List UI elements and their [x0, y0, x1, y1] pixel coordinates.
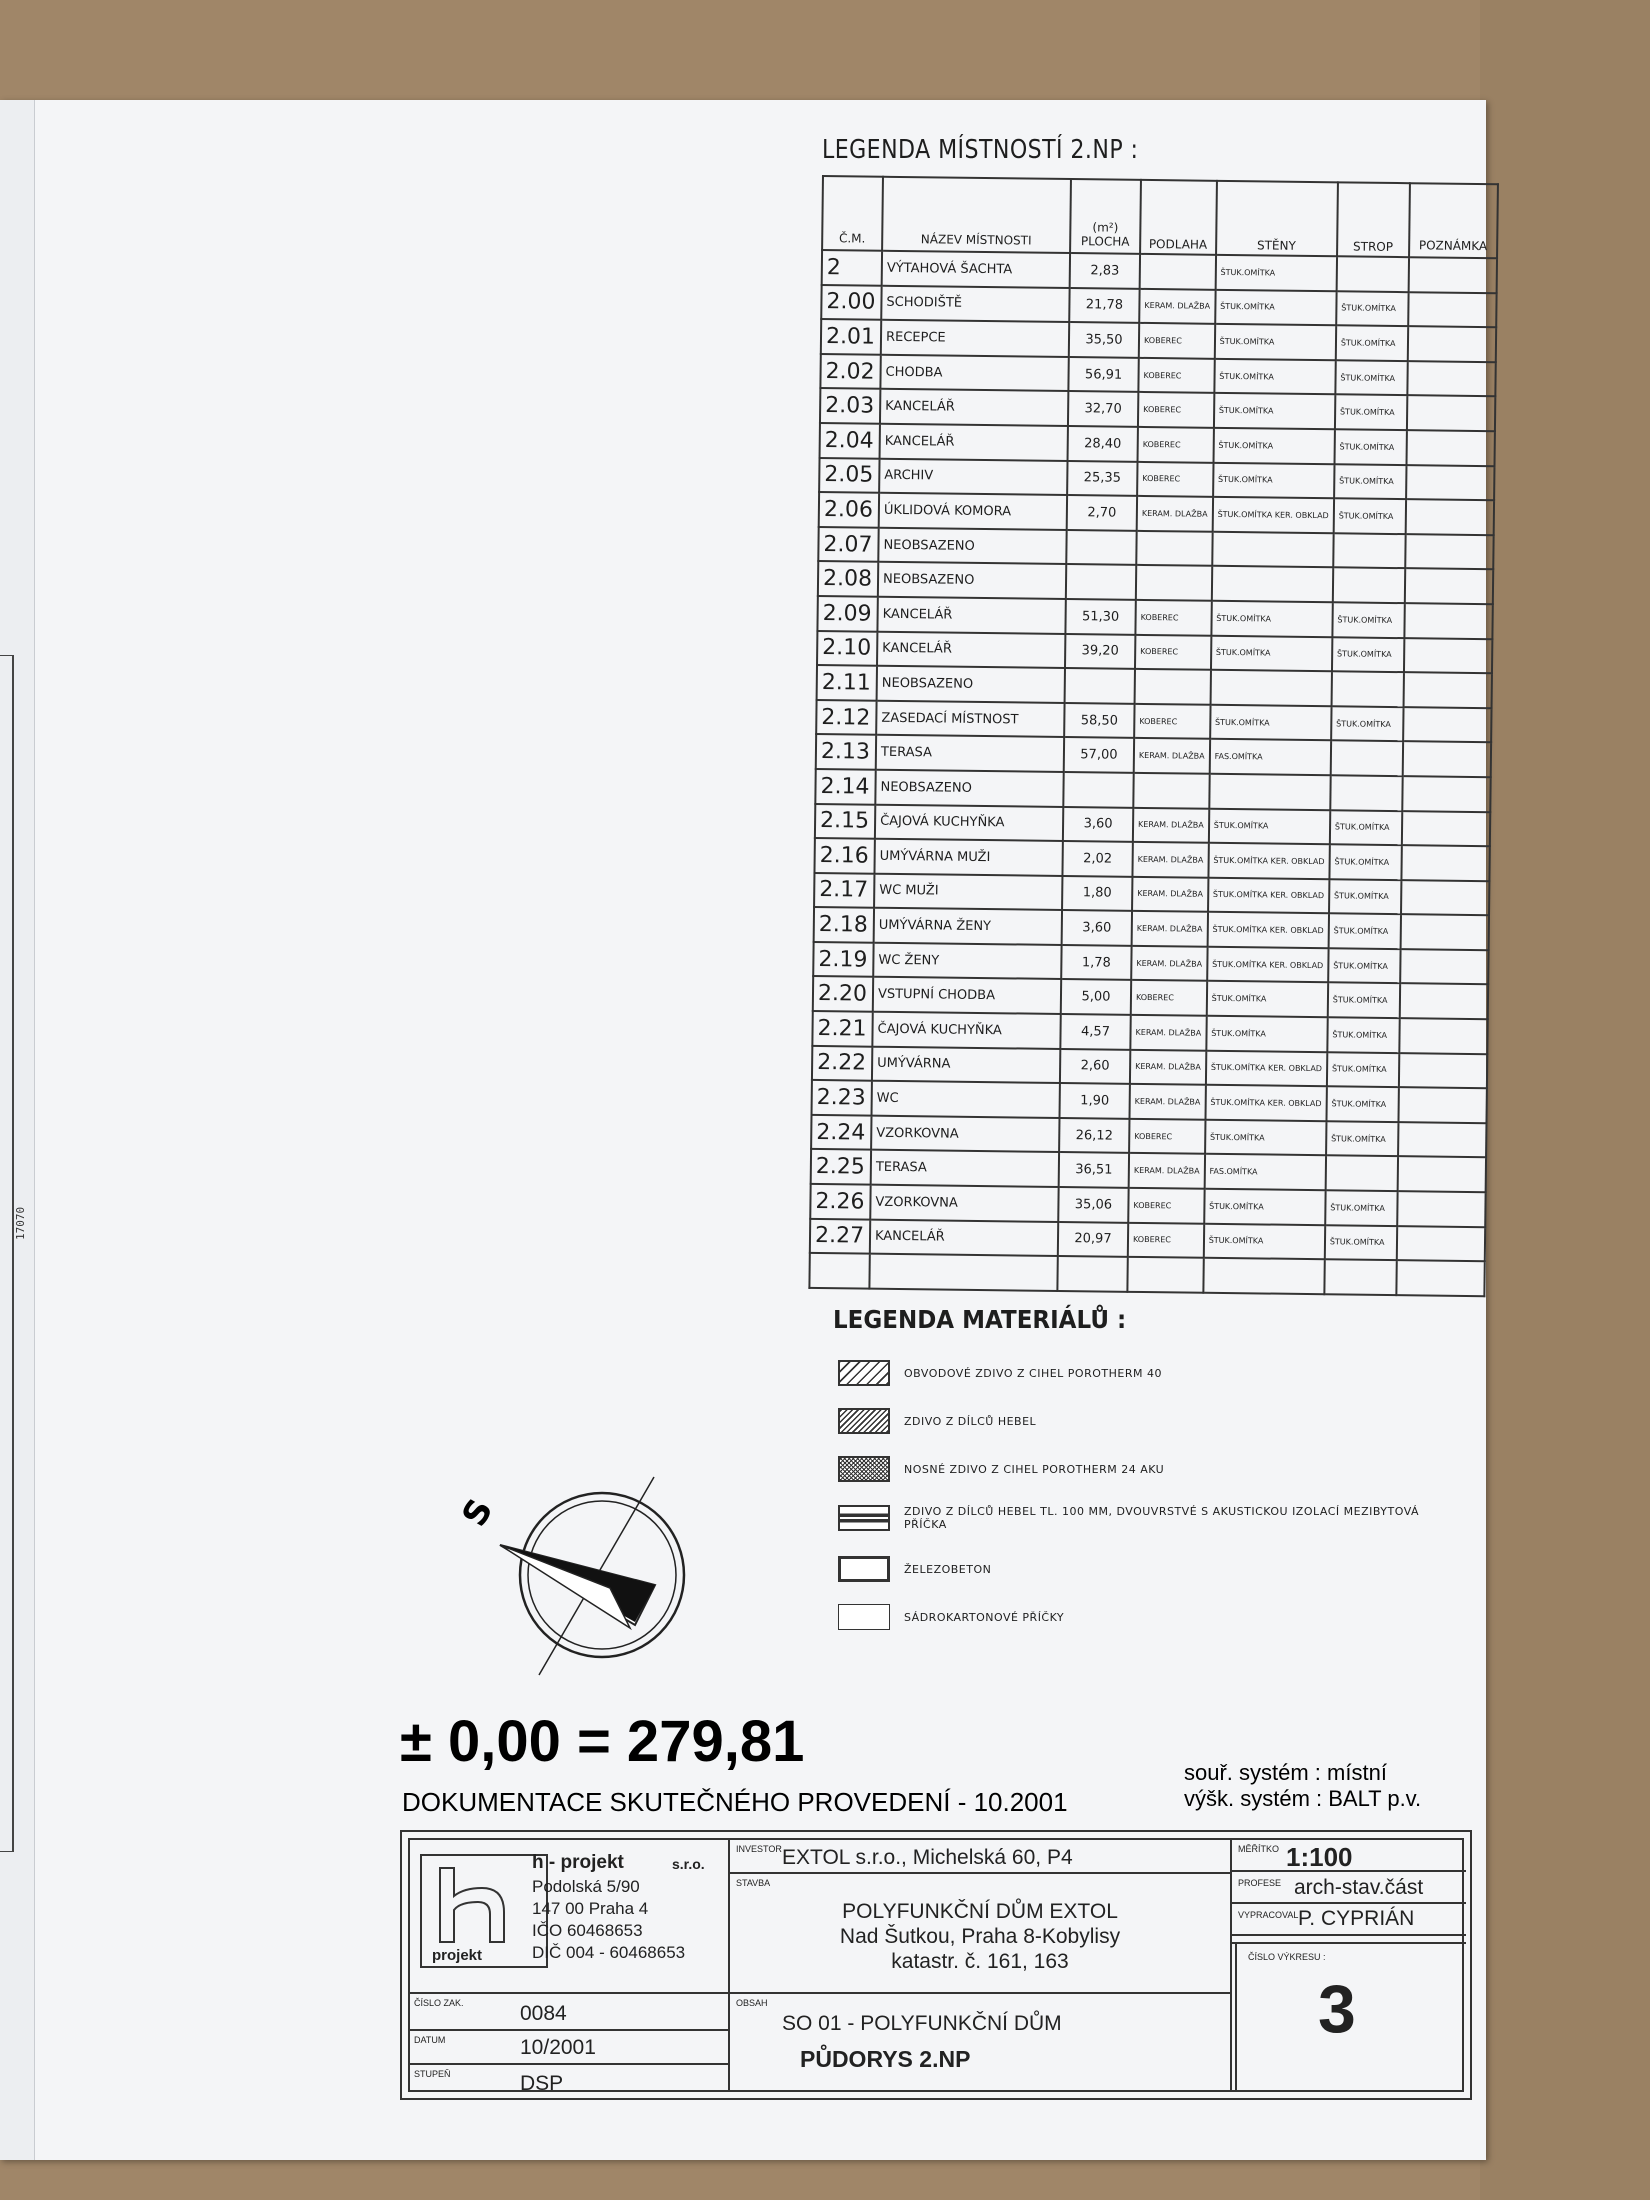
room-name: NEOBSAZENO [878, 562, 1066, 599]
company-street: Podolská 5/90 [532, 1877, 640, 1896]
room-name: ČAJOVÁ KUCHYŇKA [872, 1012, 1060, 1049]
room-ceiling: ŠTUK.OMÍTKA [1329, 844, 1401, 879]
room-floor: KERAM. DLAŽBA [1139, 288, 1215, 324]
material-label: ŽELEZOBETON [904, 1562, 992, 1576]
room-area [1066, 530, 1136, 565]
room-ceiling [1333, 533, 1405, 568]
room-area: 51,30 [1065, 599, 1135, 634]
room-walls: ŠTUK.OMÍTKA [1213, 428, 1335, 464]
room-name: KANCELÁŘ [877, 597, 1065, 634]
room-floor: KOBEREC [1135, 634, 1211, 670]
room-walls: FAS.OMÍTKA [1209, 739, 1331, 775]
room-floor: KERAM. DLAŽBA [1130, 1015, 1206, 1051]
room-floor: KOBEREC [1138, 427, 1214, 463]
room-ceiling: ŠTUK.OMÍTKA [1326, 1086, 1398, 1121]
material-swatch-icon [838, 1505, 890, 1531]
room-ceiling [1333, 568, 1405, 603]
room-floor: KOBEREC [1129, 1119, 1205, 1155]
room-walls: ŠTUK.OMÍTKA KER. OBKLAD [1205, 1085, 1327, 1121]
room-walls [1210, 670, 1332, 706]
room-floor: KERAM. DLAŽBA [1132, 877, 1208, 913]
room-area: 39,20 [1065, 634, 1135, 669]
room-walls: ŠTUK.OMÍTKA [1215, 289, 1337, 325]
room-area: 1,78 [1061, 945, 1131, 980]
room-area: 28,40 [1068, 426, 1138, 461]
room-walls: ŠTUK.OMÍTKA [1211, 601, 1333, 637]
room-ceiling [1336, 256, 1408, 291]
room-walls: ŠTUK.OMÍTKA KER. OBKLAD [1212, 497, 1334, 533]
room-legend-title: LEGENDA MÍSTNOSTÍ 2.NP : [822, 135, 1139, 165]
room-area: 3,60 [1063, 806, 1133, 841]
building-address: Nad Šutkou, Praha 8-Kobylisy [839, 1925, 1121, 1948]
room-number: 2.06 [819, 492, 879, 527]
room-note [1404, 638, 1492, 674]
room-note [1408, 326, 1496, 362]
room-floor: KERAM. DLAŽBA [1129, 1084, 1205, 1120]
room-note [1398, 1087, 1486, 1123]
room-walls: ŠTUK.OMÍTKA KER. OBKLAD [1207, 947, 1329, 983]
elevation-reference: ± 0,00 = 279,81 [400, 1709, 805, 1774]
room-name: ČAJOVÁ KUCHYŇKA [875, 804, 1063, 841]
room-legend-table [808, 175, 1498, 1297]
room-area: 25,35 [1067, 461, 1137, 496]
room-area: 2,70 [1067, 495, 1137, 530]
room-ceiling: ŠTUK.OMÍTKA [1332, 602, 1404, 637]
room-ceiling: ŠTUK.OMÍTKA [1327, 1052, 1399, 1087]
room-number: 2.13 [816, 734, 876, 769]
room-walls: ŠTUK.OMÍTKA KER. OBKLAD [1207, 912, 1329, 948]
order-number: 0084 [520, 2002, 567, 2025]
room-ceiling: ŠTUK.OMÍTKA [1330, 810, 1402, 845]
room-note [1405, 568, 1493, 604]
room-note [1397, 1191, 1485, 1227]
scale-value: 1:100 [1286, 1842, 1353, 1872]
material-item [838, 1408, 1036, 1434]
room-walls: ŠTUK.OMÍTKA [1205, 1120, 1327, 1156]
room-name: WC ŽENY [873, 943, 1061, 980]
material-swatch-icon [838, 1408, 890, 1434]
room-ceiling [1324, 1259, 1396, 1294]
room-area [1066, 564, 1136, 599]
logo-text: projekt [432, 1947, 483, 1964]
room-area: 35,50 [1069, 322, 1139, 357]
room-note [1407, 361, 1495, 397]
title-block [400, 1830, 1472, 2100]
room-name: CHODBA [880, 355, 1068, 392]
room-note [1399, 1053, 1487, 1089]
room-floor [1135, 669, 1211, 705]
room-ceiling: ŠTUK.OMÍTKA [1335, 395, 1407, 430]
room-note [1398, 1122, 1486, 1158]
room-note [1401, 845, 1489, 881]
room-walls: ŠTUK.OMÍTKA [1214, 393, 1336, 429]
room-area: 32,70 [1068, 391, 1138, 426]
room-name: VZORKOVNA [871, 1116, 1059, 1153]
room-number: 2.25 [811, 1149, 871, 1184]
room-ceiling [1331, 741, 1403, 776]
room-note [1402, 776, 1490, 812]
room-area: 2,83 [1070, 253, 1140, 288]
header-area [1070, 179, 1141, 254]
room-note [1408, 292, 1496, 328]
room-number: 2.14 [815, 769, 875, 804]
room-name: RECEPCE [881, 320, 1069, 357]
material-label: NOSNÉ ZDIVO Z CIHEL POROTHERM 24 AKU [904, 1462, 1165, 1476]
author-value: P. CYPRIÁN [1298, 1907, 1415, 1930]
room-note [1402, 811, 1490, 847]
coord-system-local: souř. systém : místní [1184, 1760, 1387, 1785]
room-area: 58,50 [1064, 703, 1134, 738]
room-ceiling: ŠTUK.OMÍTKA [1328, 983, 1400, 1018]
room-area: 21,78 [1069, 288, 1139, 323]
room-name: VSTUPNÍ CHODBA [873, 977, 1061, 1014]
room-number: 2.11 [817, 665, 877, 700]
room-area: 56,91 [1068, 357, 1138, 392]
stage-value: DSP [520, 2072, 564, 2095]
room-number: 2.05 [819, 458, 879, 493]
room-floor: KOBEREC [1128, 1222, 1204, 1258]
room-ceiling: ŠTUK.OMÍTKA [1334, 429, 1406, 464]
room-number: 2.00 [821, 285, 881, 320]
room-name: TERASA [871, 1150, 1059, 1187]
header-walls: STĚNY [1216, 181, 1338, 256]
profession-value: arch-stav.část [1294, 1876, 1424, 1899]
company-logo-icon [420, 1854, 550, 1970]
room-note [1399, 1018, 1487, 1054]
room-note [1408, 257, 1496, 293]
north-arrow-icon [440, 1460, 700, 1690]
room-walls: ŠTUK.OMÍTKA [1211, 635, 1333, 671]
header-number: Č.M. [822, 176, 883, 251]
material-swatch-icon [838, 1456, 890, 1482]
room-floor: KERAM. DLAŽBA [1132, 842, 1208, 878]
room-ceiling [1330, 775, 1402, 810]
room-number: 2.16 [814, 838, 874, 873]
room-floor: KERAM. DLAŽBA [1130, 1049, 1206, 1085]
room-floor: KOBEREC [1138, 358, 1214, 394]
material-item [838, 1360, 1162, 1386]
table-row [809, 1253, 1484, 1296]
room-number: 2.17 [814, 873, 874, 908]
material-item [838, 1556, 991, 1582]
room-walls: ŠTUK.OMÍTKA [1206, 1016, 1328, 1052]
material-item [838, 1505, 1424, 1531]
room-ceiling: ŠTUK.OMÍTKA [1327, 1017, 1399, 1052]
cardboard-background [1480, 0, 1650, 2200]
room-note [1401, 880, 1489, 916]
room-floor: KOBEREC [1137, 461, 1213, 497]
room-note [1406, 499, 1494, 535]
dimension-line [0, 655, 14, 1852]
room-floor: KERAM. DLAŽBA [1137, 496, 1213, 532]
room-walls [1212, 532, 1334, 568]
company-suffix: s.r.o. [672, 1856, 705, 1872]
room-number: 2.22 [812, 1046, 872, 1081]
company-dic: DIČ 004 - 60468653 [532, 1943, 686, 1962]
room-floor: KERAM. DLAŽBA [1133, 807, 1209, 843]
room-area [1065, 668, 1135, 703]
room-ceiling: ŠTUK.OMÍTKA [1336, 325, 1408, 360]
room-floor [1127, 1257, 1203, 1293]
room-number: 2.07 [818, 527, 878, 562]
room-number: 2.01 [821, 319, 881, 354]
room-note [1400, 984, 1488, 1020]
label-investor: INVESTOR [736, 1844, 782, 1854]
date-value: 10/2001 [520, 2036, 596, 2059]
north-letter: S [454, 1492, 502, 1534]
room-walls: ŠTUK.OMÍTKA [1213, 462, 1335, 498]
room-number: 2.23 [812, 1080, 872, 1115]
room-walls: FAS.OMÍTKA [1204, 1154, 1326, 1190]
label-building: STAVBA [736, 1878, 771, 1888]
content-line1: SO 01 - POLYFUNKČNÍ DŮM [782, 2012, 1062, 2035]
room-ceiling: ŠTUK.OMÍTKA [1335, 360, 1407, 395]
room-ceiling: ŠTUK.OMÍTKA [1328, 948, 1400, 983]
room-walls: ŠTUK.OMÍTKA [1209, 808, 1331, 844]
room-name: ARCHIV [879, 458, 1067, 495]
room-floor [1133, 773, 1209, 809]
header-note: POZNÁMKA [1409, 183, 1498, 258]
room-name: UMÝVÁRNA ŽENY [874, 908, 1062, 945]
room-name: TERASA [876, 735, 1064, 772]
room-number: 2.19 [813, 942, 873, 977]
material-legend-title: LEGENDA MATERIÁLŮ : [833, 1305, 1127, 1334]
label-content: OBSAH [736, 1998, 768, 2008]
room-note [1403, 672, 1491, 708]
room-number: 2.21 [812, 1011, 872, 1046]
room-name: WC [872, 1081, 1060, 1118]
room-note [1406, 465, 1494, 501]
room-walls: ŠTUK.OMÍTKA [1210, 705, 1332, 741]
room-ceiling: ŠTUK.OMÍTKA [1325, 1190, 1397, 1225]
header-floor: PODLAHA [1140, 180, 1217, 255]
room-area: 4,57 [1060, 1014, 1130, 1049]
room-area [1063, 772, 1133, 807]
room-floor: KOBEREC [1134, 704, 1210, 740]
table-header-row [822, 176, 1498, 258]
room-name: UMÝVÁRNA [872, 1046, 1060, 1083]
room-area: 2,60 [1060, 1049, 1130, 1084]
label-author: VYPRACOVAL [1238, 1910, 1299, 1920]
drawing-number: 3 [1318, 1971, 1356, 2047]
room-area: 1,80 [1062, 876, 1132, 911]
room-note [1407, 396, 1495, 432]
room-name: NEOBSAZENO [875, 770, 1063, 807]
room-note [1405, 534, 1493, 570]
room-ceiling: ŠTUK.OMÍTKA [1328, 914, 1400, 949]
documentation-heading: DOKUMENTACE SKUTEČNÉHO PROVEDENÍ - 10.2001 [402, 1787, 1068, 1817]
room-number: 2.03 [820, 388, 880, 423]
room-floor: KOBEREC [1138, 392, 1214, 428]
room-walls: ŠTUK.OMÍTKA [1215, 255, 1337, 291]
room-ceiling: ŠTUK.OMÍTKA [1326, 1121, 1398, 1156]
material-swatch-icon [838, 1556, 890, 1582]
room-floor: KOBEREC [1131, 980, 1207, 1016]
building-name: POLYFUNKČNÍ DŮM EXTOL [842, 1900, 1118, 1923]
room-ceiling: ŠTUK.OMÍTKA [1329, 879, 1401, 914]
material-label: ZDIVO Z DÍLCŮ HEBEL [904, 1414, 1037, 1428]
room-number: 2.24 [811, 1115, 871, 1150]
room-walls: ŠTUK.OMÍTKA [1204, 1189, 1326, 1225]
label-scale: MĚŘÍTKO [1238, 1844, 1280, 1854]
room-walls [1212, 566, 1334, 602]
room-floor [1136, 565, 1212, 601]
room-area: 35,06 [1058, 1187, 1128, 1222]
room-number: 2.02 [820, 354, 880, 389]
header-ceiling: STROP [1337, 182, 1410, 257]
coordinate-systems [1184, 1760, 1421, 1812]
room-area: 26,12 [1059, 1118, 1129, 1153]
material-swatch-icon [838, 1360, 890, 1386]
room-floor: KERAM. DLAŽBA [1134, 738, 1210, 774]
room-note [1400, 914, 1488, 950]
room-name: VZORKOVNA [870, 1185, 1058, 1222]
room-note [1396, 1260, 1484, 1296]
room-number: 2.26 [810, 1184, 870, 1219]
room-name: KANCELÁŘ [880, 389, 1068, 426]
room-name: KANCELÁŘ [870, 1219, 1058, 1256]
room-name: KANCELÁŘ [877, 631, 1065, 668]
room-number: 2.15 [815, 803, 875, 838]
company-city: 147 00 Praha 4 [532, 1899, 649, 1918]
room-ceiling [1331, 671, 1403, 706]
label-date: DATUM [414, 2035, 446, 2045]
company-name: h - projekt [532, 1852, 624, 1873]
room-area: 5,00 [1061, 979, 1131, 1014]
room-floor: KOBEREC [1139, 323, 1215, 359]
room-walls: ŠTUK.OMÍTKA KER. OBKLAD [1206, 1050, 1328, 1086]
content-line2: PŮDORYS 2.NP [800, 2046, 971, 2072]
label-drawing-number: ČÍSLO VÝKRESU : [1248, 1952, 1326, 1962]
room-number: 2 [822, 250, 882, 285]
room-walls: ŠTUK.OMÍTKA KER. OBKLAD [1208, 843, 1330, 879]
room-number: 2.27 [810, 1219, 870, 1254]
room-floor: KOBEREC [1135, 600, 1211, 636]
material-label: SÁDROKARTONOVÉ PŘÍČKY [904, 1610, 1065, 1624]
room-number: 2.20 [813, 976, 873, 1011]
investor-value: EXTOL s.r.o., Michelská 60, P4 [782, 1846, 1073, 1869]
room-walls [1203, 1258, 1325, 1294]
room-walls [1209, 774, 1331, 810]
room-name [869, 1254, 1057, 1291]
room-name: ÚKLIDOVÁ KOMORA [879, 493, 1067, 530]
room-note [1403, 707, 1491, 743]
room-area: 57,00 [1064, 737, 1134, 772]
room-walls: ŠTUK.OMÍTKA [1206, 981, 1328, 1017]
material-label: OBVODOVÉ ZDIVO Z CIHEL POROTHERM 40 [904, 1366, 1162, 1380]
room-walls: ŠTUK.OMÍTKA KER. OBKLAD [1208, 877, 1330, 913]
dimension-value: 17070 [14, 1206, 27, 1240]
room-note [1400, 949, 1488, 985]
room-floor [1136, 531, 1212, 567]
room-name: NEOBSAZENO [878, 527, 1066, 564]
header-area-unit: (m²) [1092, 220, 1119, 235]
room-floor: KERAM. DLAŽBA [1131, 946, 1207, 982]
room-area: 36,51 [1059, 1152, 1129, 1187]
room-area: 1,90 [1059, 1083, 1129, 1118]
room-name: SCHODIŠTĚ [881, 285, 1069, 322]
room-note [1406, 430, 1494, 466]
room-number [809, 1253, 869, 1288]
room-ceiling: ŠTUK.OMÍTKA [1336, 291, 1408, 326]
room-ceiling: ŠTUK.OMÍTKA [1332, 637, 1404, 672]
coord-system-height: výšk. systém : BALT p.v. [1184, 1786, 1422, 1811]
room-walls: ŠTUK.OMÍTKA [1215, 324, 1337, 360]
material-swatch-icon [838, 1604, 890, 1630]
room-area: 3,60 [1062, 910, 1132, 945]
company-ico: IČO 60468653 [532, 1921, 643, 1940]
room-floor [1140, 254, 1216, 290]
room-floor: KOBEREC [1128, 1188, 1204, 1224]
room-name: UMÝVÁRNA MUŽI [874, 839, 1062, 876]
room-number: 2.12 [816, 700, 876, 735]
room-floor: KERAM. DLAŽBA [1132, 911, 1208, 947]
room-name: KANCELÁŘ [880, 424, 1068, 461]
room-name: WC MUŽI [874, 873, 1062, 910]
room-ceiling: ŠTUK.OMÍTKA [1325, 1225, 1397, 1260]
room-name: ZASEDACÍ MÍSTNOST [876, 700, 1064, 737]
header-name: NÁZEV MÍSTNOSTI [882, 177, 1071, 253]
room-note [1397, 1157, 1485, 1193]
room-number: 2.08 [818, 561, 878, 596]
material-item [838, 1456, 1164, 1482]
room-area: 20,97 [1058, 1222, 1128, 1257]
room-number: 2.10 [817, 631, 877, 666]
label-profession: PROFESE [1238, 1878, 1282, 1888]
room-floor: KERAM. DLAŽBA [1129, 1153, 1205, 1189]
room-number: 2.18 [814, 907, 874, 942]
room-number: 2.09 [817, 596, 877, 631]
room-name: VÝTAHOVÁ ŠACHTA [882, 251, 1070, 288]
material-item [838, 1604, 1064, 1630]
room-area: 2,02 [1062, 841, 1132, 876]
room-note [1404, 603, 1492, 639]
room-note [1403, 741, 1491, 777]
room-note [1397, 1226, 1485, 1262]
room-number: 2.04 [820, 423, 880, 458]
building-cadastre: katastr. č. 161, 163 [891, 1950, 1069, 1973]
room-ceiling: ŠTUK.OMÍTKA [1334, 498, 1406, 533]
room-name: NEOBSAZENO [877, 666, 1065, 703]
room-rows [809, 250, 1496, 1296]
material-label: ZDIVO Z DÍLCŮ HEBEL TL. 100 MM, DVOUVRSTVÉ S AKUSTICKOU IZOLACÍ MEZIBYTOVÁ PŘÍČKA [904, 1505, 1420, 1531]
header-area-label: PLOCHA [1080, 234, 1130, 249]
room-ceiling [1325, 1156, 1397, 1191]
room-ceiling: ŠTUK.OMÍTKA [1334, 464, 1406, 499]
room-ceiling: ŠTUK.OMÍTKA [1331, 706, 1403, 741]
label-order-number: ČÍSLO ZAK. [414, 1998, 464, 2008]
room-walls: ŠTUK.OMÍTKA [1214, 359, 1336, 395]
room-area [1057, 1256, 1127, 1291]
room-walls: ŠTUK.OMÍTKA [1204, 1223, 1326, 1259]
label-stage: STUPEŇ [414, 2069, 451, 2079]
